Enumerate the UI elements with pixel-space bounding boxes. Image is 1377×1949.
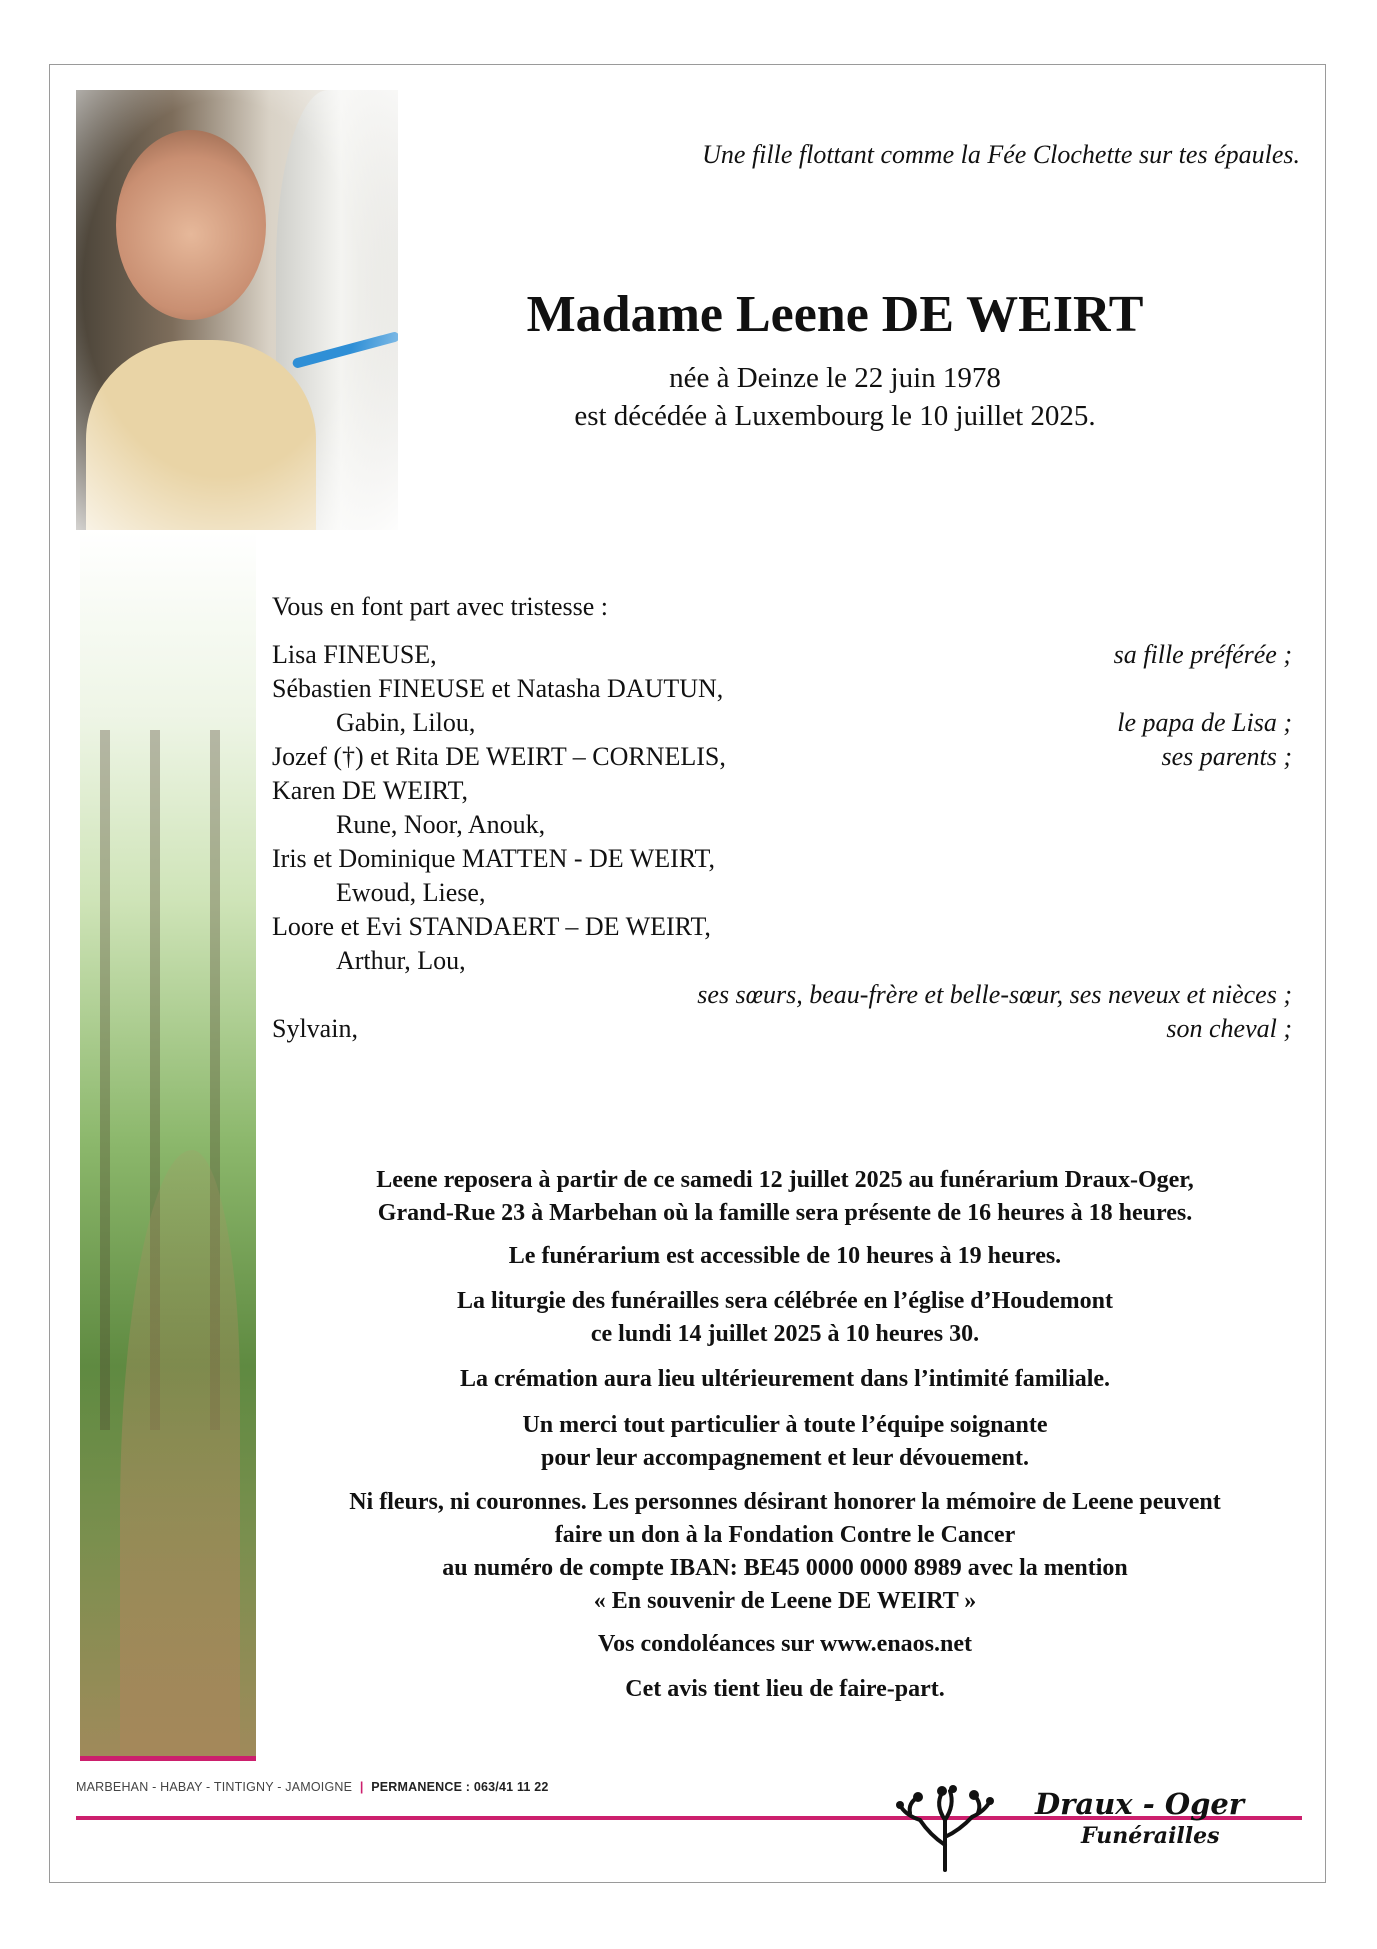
funeral-home-subtitle: Funérailles — [1075, 1823, 1226, 1849]
family-line — [272, 742, 1292, 776]
family-name: Arthur, Lou, — [336, 946, 466, 975]
death-line: est décédée à Luxembourg le 10 juillet 2025. — [574, 400, 1096, 432]
birth-line: née à Deinze le 22 juin 1978 — [669, 362, 1001, 394]
family-name: Lisa FINEUSE, — [272, 640, 437, 669]
forest-path — [120, 1150, 240, 1760]
notice-line: « En souvenir de Leene DE WEIRT » — [593, 1588, 977, 1614]
family-line — [272, 640, 1292, 674]
notice-line: Ni fleurs, ni couronnes. Les personnes désirant honorer la mémoire de Leene peuvent — [349, 1489, 1221, 1515]
family-role: le papa de Lisa ; — [1117, 708, 1292, 737]
epigraph-quote: Une fille flottant comme la Fée Clochette sur tes épaules. — [702, 140, 1300, 169]
family-role: son cheval ; — [1166, 1014, 1292, 1043]
footer-separator: | — [359, 1780, 364, 1794]
family-name: Gabin, Lilou, — [336, 708, 476, 737]
family-name: Rune, Noor, Anouk, — [336, 810, 546, 839]
family-intro: Vous en font part avec tristesse : — [272, 592, 608, 621]
image-accent-bar — [80, 1756, 256, 1761]
notice-line: Grand-Rue 23 à Marbehan où la famille sera présente de 16 heures à 18 heures. — [377, 1200, 1193, 1226]
photo-vignette — [76, 90, 398, 530]
footer-permanence: PERMANENCE : 063/41 11 22 — [371, 1780, 549, 1794]
notice-line: La liturgie des funérailles sera célébrée en l’église d’Houdemont — [457, 1288, 1113, 1314]
tree-logo-icon — [890, 1775, 1000, 1875]
family-line — [272, 776, 1292, 810]
family-line — [272, 844, 1292, 878]
notice-viewing — [270, 1164, 1300, 1230]
notice-donation — [270, 1486, 1300, 1618]
family-line — [272, 1014, 1292, 1048]
family-name: Iris et Dominique MATTEN - DE WEIRT, — [272, 844, 716, 873]
family-line — [272, 674, 1292, 708]
funeral-home-name: Draux - Oger — [1035, 1787, 1245, 1821]
notice-hours — [270, 1240, 1300, 1273]
portrait-photo — [76, 90, 398, 530]
notice-line: Leene reposera à partir de ce samedi 12 juillet 2025 au funérarium Draux-Oger, — [376, 1167, 1194, 1193]
notice-condolences — [270, 1628, 1300, 1661]
notice-liturgy — [270, 1285, 1300, 1351]
footer-locations — [76, 1780, 549, 1794]
notice-line: au numéro de compte IBAN: BE45 0000 0000 8989 avec la mention — [442, 1555, 1128, 1581]
notice-thanks — [270, 1409, 1300, 1475]
forest-path-image — [80, 530, 256, 1760]
family-line — [272, 878, 1292, 912]
family-name: Jozef (†) et Rita DE WEIRT – CORNELIS, — [272, 742, 726, 771]
notice-line: Cet avis tient lieu de faire-part. — [625, 1676, 945, 1702]
family-name: Karen DE WEIRT, — [272, 776, 469, 805]
family-line — [272, 912, 1292, 946]
family-role: ses sœurs, beau-frère et belle-sœur, ses neveux et nièces ; — [697, 980, 1292, 1009]
family-name: Sébastien FINEUSE et Natasha DAUTUN, — [272, 674, 724, 703]
notice-line: Vos condoléances sur www.enaos.net — [597, 1631, 973, 1657]
deceased-name: Madame Leene DE WEIRT — [526, 286, 1144, 343]
family-line — [272, 708, 1292, 742]
tree-trunk — [100, 730, 110, 1430]
notice-line: Un merci tout particulier à toute l’équipe soignante — [522, 1412, 1048, 1438]
notice-line: pour leur accompagnement et leur dévouement. — [541, 1445, 1029, 1471]
footer-towns-text: MARBEHAN - HABAY - TINTIGNY - JAMOIGNE — [76, 1780, 353, 1794]
notice-line: Le funérarium est accessible de 10 heures à 19 heures. — [508, 1243, 1062, 1269]
notice-announcement — [270, 1673, 1300, 1706]
family-line — [272, 810, 1292, 844]
family-name: Sylvain, — [272, 1014, 358, 1043]
family-name: Loore et Evi STANDAERT – DE WEIRT, — [272, 912, 711, 941]
family-line — [272, 980, 1292, 1014]
family-name: Ewoud, Liese, — [336, 878, 486, 907]
notice-line: La crémation aura lieu ultérieurement dans l’intimité familiale. — [459, 1366, 1111, 1392]
notice-line: ce lundi 14 juillet 2025 à 10 heures 30. — [590, 1321, 980, 1347]
notice-cremation — [270, 1363, 1300, 1396]
family-role: ses parents ; — [1161, 742, 1292, 771]
family-line — [272, 946, 1292, 980]
notice-line: faire un don à la Fondation Contre le Cancer — [554, 1522, 1016, 1548]
family-role: sa fille préférée ; — [1113, 640, 1292, 669]
